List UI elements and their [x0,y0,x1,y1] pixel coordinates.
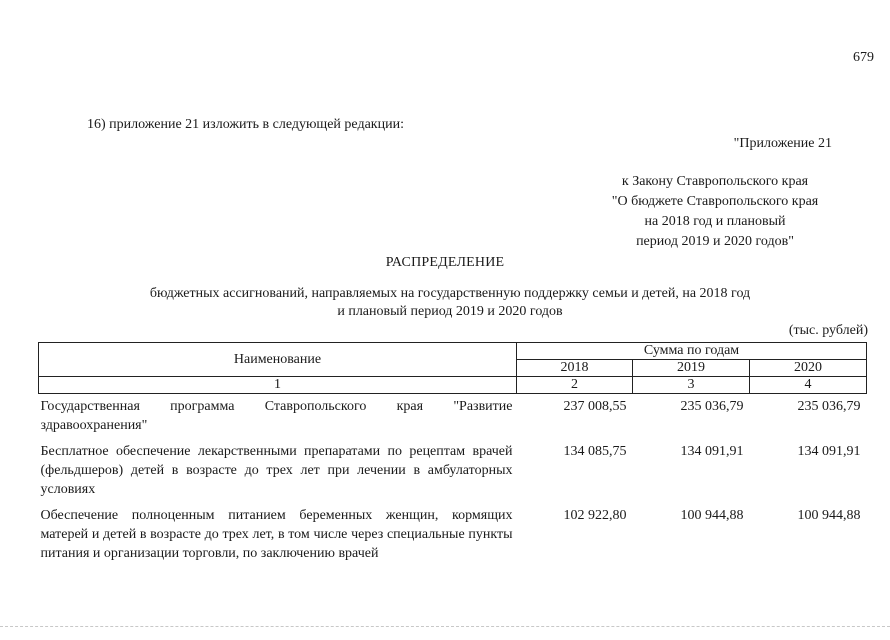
row-value-2018: 237 008,55 [563,399,627,414]
column-number: 3 [633,377,750,394]
row-value-2020: 235 036,79 [797,399,861,414]
year-header: 2019 [633,360,750,377]
column-number: 4 [750,377,867,394]
appendix-lines [540,172,840,252]
document-subtitle [100,285,800,321]
subtitle-line: и плановый период 2019 и 2020 годов [337,304,563,319]
column-number: 2 [517,377,633,394]
table-row [39,503,867,567]
row-name: Государственная программа Ставропольского края "Развитие здравоохранения" [40,399,513,433]
table-header-row [39,343,867,360]
row-name: Обеспечение полноценным питанием беременных женщин, кормящих матерей и детей в возрасте до трех лет, в том числе через специальные пункты питания и организации торговли, по заключению врачей [40,508,513,561]
row-value-2018: 134 085,75 [563,444,627,459]
appendix-line: "О бюджете Ставропольского края [611,194,819,209]
intro-text: 16) приложение 21 изложить в следующей редакции: [87,117,404,132]
row-value-2018: 102 922,80 [563,508,627,523]
column-header-name: Наименование [39,343,517,377]
document-title: РАСПРЕДЕЛЕНИЕ [385,255,505,270]
row-value-2019: 235 036,79 [680,399,744,414]
table-row [39,439,867,503]
row-name: Бесплатное обеспечение лекарственными препаратами по рецептам врачей (фельдшеров) детей в возрасте до трех лет при лечении в амбулаторных условиях [40,444,513,497]
row-value-2020: 134 091,91 [797,444,861,459]
column-number: 1 [39,377,517,394]
subtitle-line: бюджетных ассигнований, направляемых на государственную поддержку семьи и детей, на 2018 год [149,286,751,301]
appendix-reference [540,134,840,252]
row-value-2019: 134 091,91 [680,444,744,459]
page-number: 679 [853,50,874,65]
year-header: 2018 [517,360,633,377]
row-value-2020: 100 944,88 [797,508,861,523]
units-note: (тыс. рублей) [788,323,868,338]
year-header: 2020 [750,360,867,377]
table-column-number-row [39,377,867,394]
appendix-caption: "Приложение 21 [733,136,832,151]
column-header-sum: Сумма по годам [517,343,867,360]
appendix-line: период 2019 и 2020 годов" [636,234,794,249]
appendix-line: на 2018 год и плановый [644,214,786,229]
scan-artifact-line [0,626,890,628]
appendix-line: к Закону Ставропольского края [621,174,809,189]
budget-table [38,342,867,567]
table-row [39,394,867,440]
row-value-2019: 100 944,88 [680,508,744,523]
